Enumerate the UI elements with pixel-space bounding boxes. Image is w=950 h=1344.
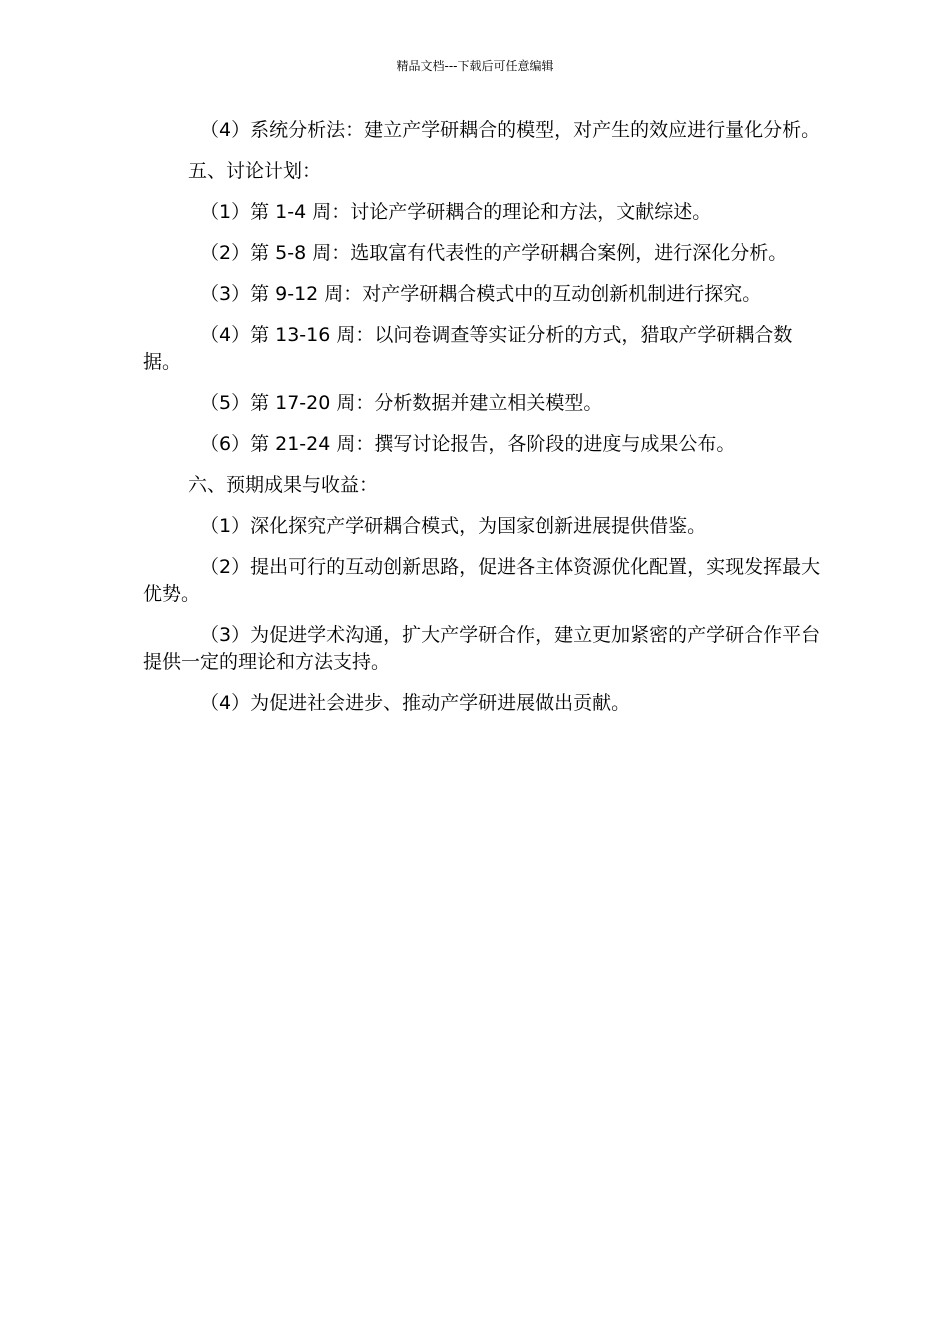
result-item-2: （2）提出可行的互动创新思路，促进各主体资源优化配置，实现发挥最大优势。 [143, 556, 821, 605]
section-heading-expected-results: 六、预期成果与收益： [188, 474, 379, 496]
plan-item-5: （5）第 17-20 周：分析数据并建立相关模型。 [200, 392, 603, 414]
result-item-1: （1）深化探究产学研耦合模式，为国家创新进展提供借鉴。 [200, 515, 707, 537]
plan-item-3: （3）第 9-12 周：对产学研耦合模式中的互动创新机制进行探究。 [200, 283, 762, 305]
plan-item-6: （6）第 21-24 周：撰写讨论报告，各阶段的进度与成果公布。 [200, 433, 736, 455]
plan-item-4: （4）第 13-16 周：以问卷调查等实证分析的方式，猎取产学研耦合数据。 [143, 324, 793, 373]
paragraph-method-4: （4）系统分析法：建立产学研耦合的模型，对产生的效应进行量化分析。 [200, 119, 821, 141]
section-heading-research-plan: 五、讨论计划： [188, 160, 322, 182]
plan-item-2: （2）第 5-8 周：选取富有代表性的产学研耦合案例，进行深化分析。 [200, 242, 788, 264]
result-item-3: （3）为促进学术沟通，扩大产学研合作，建立更加紧密的产学研合作平台提供一定的理论和方法支持。 [143, 624, 821, 673]
plan-item-1: （1）第 1-4 周：讨论产学研耦合的理论和方法，文献综述。 [200, 201, 712, 223]
document-body [143, 117, 823, 731]
page-header: 精品文档---下载后可任意编辑 [396, 59, 554, 73]
result-item-4: （4）为促进社会进步、推动产学研进展做出贡献。 [200, 692, 631, 714]
